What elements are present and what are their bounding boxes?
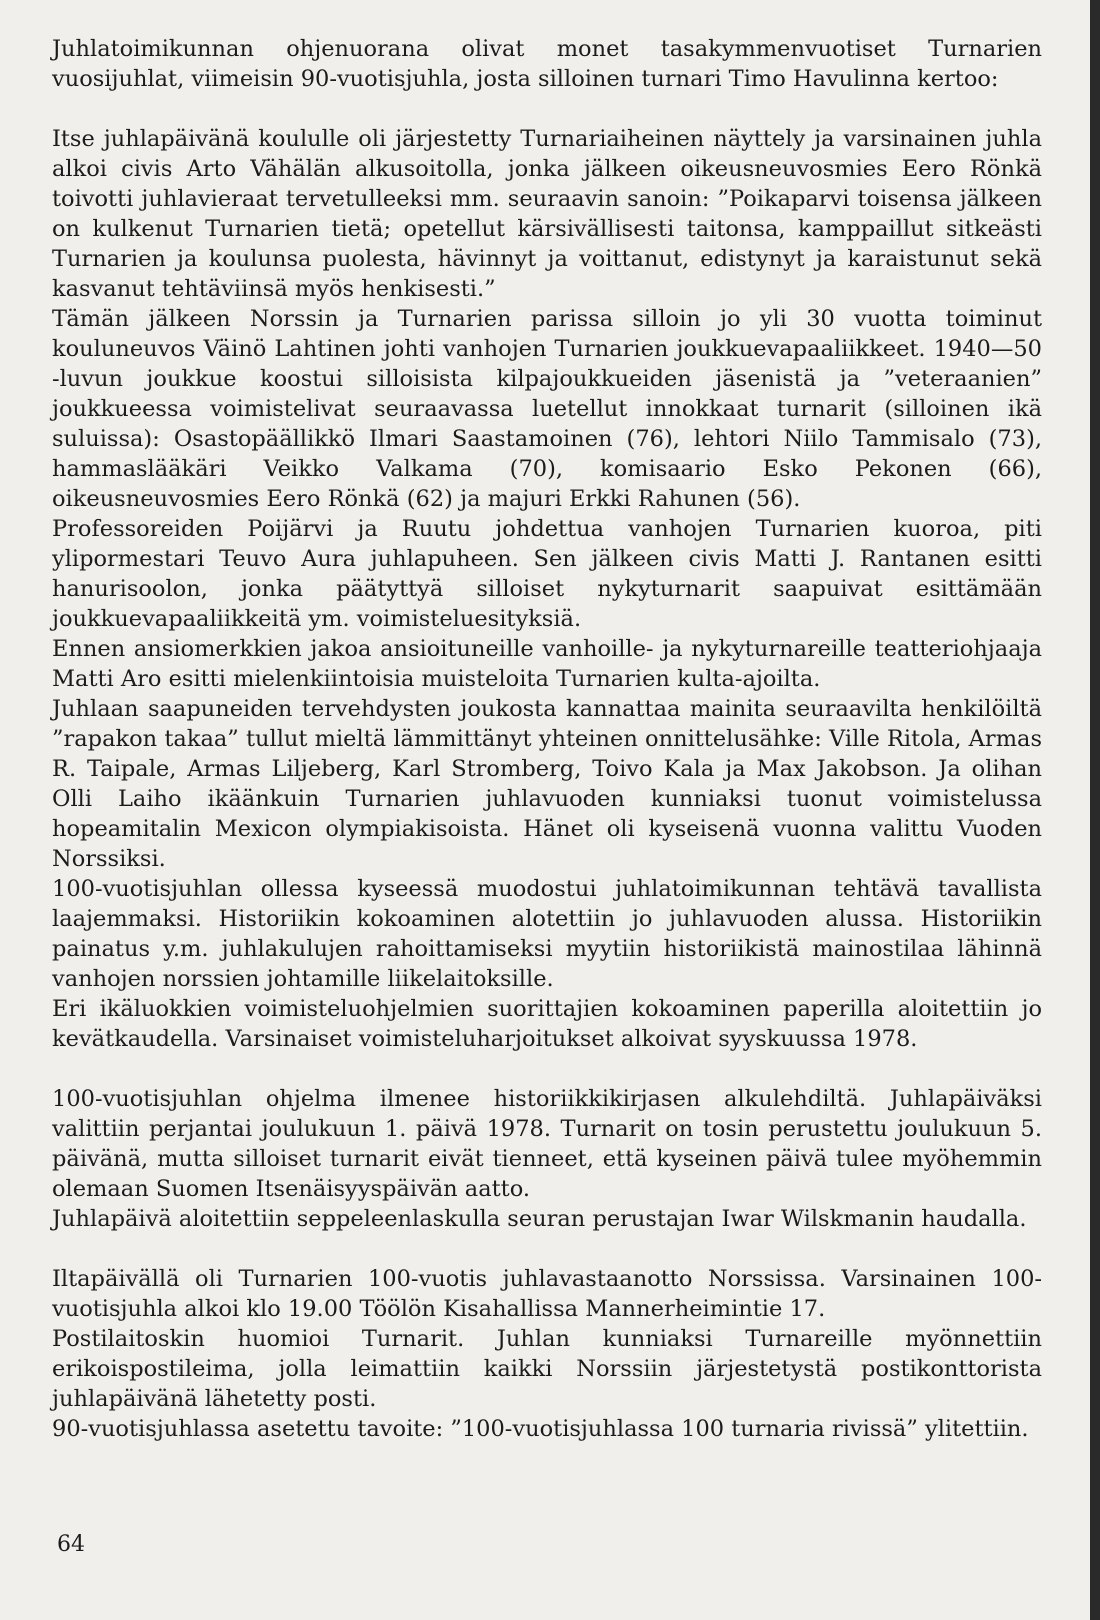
- paragraph-1: Juhlatoimikunnan ohjenuorana olivat monet tasakymmenvuotiset Turnarien vuosijuhlat, viimeisin 90-vuotisjuhla, josta silloinen turnari Timo Havulinna kertoo:: [52, 36, 1042, 92]
- paragraph-4: Professoreiden Poijärvi ja Ruutu johdettua vanhojen Turnarien kuoroa, piti ylipormestari Teuvo Aura juhlapuheen. Sen jälkeen civis Matti J. Rantanen esitti hanurisoolon, jonka päätyttyä silloiset nykyturnarit saapuivat esittämään joukkuevapaaliikkeitä ym. voimisteluesityksiä.: [52, 516, 1042, 632]
- paragraph-6: Juhlaan saapuneiden tervehdysten joukosta kannattaa mainita seuraavilta henkilöiltä ”rapakon takaa” tullut mieltä lämmittänyt yhteinen onnittelusähke: Ville Ritola, Armas R. Taipale, Armas Liljeberg, Karl Stromberg, Toivo Kala ja Max Jakobson. Ja olihan Olli Laiho ikäänkuin Turnarien juhlavuoden kunniaksi tuonut voimistelussa hopeamitalin Mexicon olympiakisoista. Hänet oli kyseisenä vuonna valittu Vuoden Norssiksi.: [52, 696, 1042, 872]
- page-edge: [1090, 0, 1100, 1620]
- paragraph-8: Eri ikäluokkien voimisteluohjelmien suorittajien kokoaminen paperilla aloitettiin jo kevätkaudella. Varsinaiset voimisteluharjoitukset alkoivat syyskuussa 1978.: [52, 996, 1042, 1052]
- paragraph-12: Postilaitoskin huomioi Turnarit. Juhlan kunniaksi Turnareille myönnettiin erikoispostileima, jolla leimattiin kaikki Norssiin järjestetystä postikonttorista juhlapäivänä lähetetty posti.: [52, 1326, 1042, 1412]
- paragraph-10: Juhlapäivä aloitettiin seppeleenlaskulla seuran perustajan Iwar Wilskmanin haudalla.: [52, 1206, 1027, 1232]
- page-number: 64: [57, 1532, 85, 1557]
- document-page: [52, 34, 1042, 1474]
- paragraph-11: Iltapäivällä oli Turnarien 100-vuotis juhlavastaanotto Norssissa. Varsinainen 100-vuotisjuhla alkoi klo 19.00 Töölön Kisahallissa Mannerheimintie 17.: [52, 1266, 1042, 1322]
- paragraph-9: 100-vuotisjuhlan ohjelma ilmenee historiikkikirjasen alkulehdiltä. Juhlapäiväksi valittiin perjantai joulukuun 1. päivä 1978. Turnarit on tosin perustettu joulukuun 5. päivänä, mutta silloiset turnarit eivät tienneet, että kyseinen päivä tulee myöhemmin olemaan Suomen Itsenäisyyspäivän aatto.: [52, 1086, 1042, 1202]
- paragraph-7: 100-vuotisjuhlan ollessa kyseessä muodostui juhlatoimikunnan tehtävä tavallista laajemmaksi. Historiikin kokoaminen alotettiin jo juhlavuoden alussa. Historiikin painatus y.m. juhlakulujen rahoittamiseksi myytiin historiikistä mainostilaa lähinnä vanhojen norssien johtamille liikelaitoksille.: [52, 876, 1042, 992]
- paragraph-3: Tämän jälkeen Norssin ja Turnarien parissa silloin jo yli 30 vuotta toiminut kouluneuvos Väinö Lahtinen johti vanhojen Turnarien joukkuevapaaliikkeet. 1940—50 -luvun joukkue koostui silloisista kilpajoukkueiden jäsenistä ja ”veteraanien” joukkueessa voimistelivat seuraavassa luetellut innokkaat turnarit (silloinen ikä suluissa): Osastopäällikkö Ilmari Saastamoinen (76), lehtori Niilo Tammisalo (73), hammaslääkäri Veikko Valkama (70), komisaario Esko Pekonen (66), oikeusneuvosmies Eero Rönkä (62) ja majuri Erkki Rahunen (56).: [52, 306, 1042, 512]
- paragraph-5: Ennen ansiomerkkien jakoa ansioituneille vanhoille- ja nykyturnareille teatteriohjaaja Matti Aro esitti mielenkiintoisia muisteloita Turnarien kulta-ajoilta.: [52, 636, 1042, 692]
- paragraph-2: Itse juhlapäivänä koululle oli järjestetty Turnariaiheinen näyttely ja varsinainen juhla alkoi civis Arto Vähälän alkusoitolla, jonka jälkeen oikeusneuvosmies Eero Rönkä toivotti juhlavieraat tervetulleeksi mm. seuraavin sanoin: ”Poikaparvi toisensa jälkeen on kulkenut Turnarien tietä; opetellut kärsivällisesti taitonsa, kamppaillut sitkeästi Turnarien ja koulunsa puolesta, hävinnyt ja voittanut, edistynyt ja karaistunut sekä kasvanut tehtäviinsä myös henkisesti.”: [52, 126, 1042, 302]
- paragraph-13: 90-vuotisjuhlassa asetettu tavoite: ”100-vuotisjuhlassa 100 turnaria rivissä” ylitettiin.: [52, 1416, 1029, 1442]
